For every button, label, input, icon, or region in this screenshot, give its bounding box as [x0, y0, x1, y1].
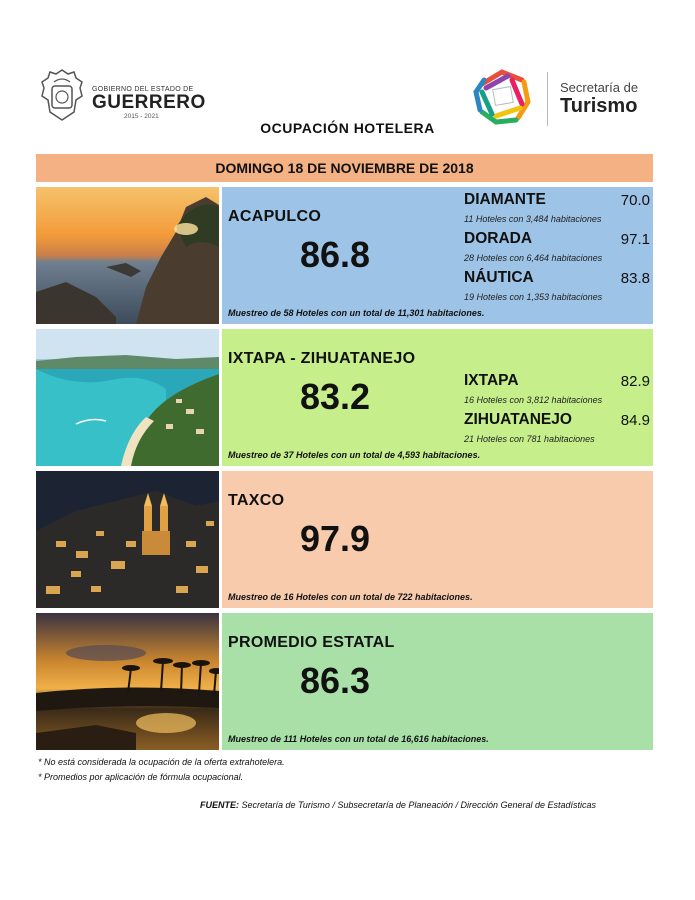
zone-name-diamante: DIAMANTE [464, 191, 546, 208]
taxco-panel [222, 471, 653, 608]
acapulco-name: ACAPULCO [228, 208, 322, 225]
zone-value-diamante: 70.0 [620, 192, 650, 209]
ixtapa-value: 83.2 [300, 376, 371, 417]
footnote-2: * Promedios por aplicación de fórmula ocupacional. [38, 772, 244, 782]
taxco-muestreo: Muestreo de 16 Hoteles con un total de 722 habitaciones. [228, 592, 473, 602]
promedio-panel [222, 613, 653, 750]
zone-name-zihuatanejo: ZIHUATANEJO [464, 411, 572, 428]
zone-name-ixtapa: IXTAPA [464, 372, 519, 389]
taxco-name: TAXCO [228, 492, 285, 509]
taxco-value: 97.9 [300, 518, 371, 559]
promedio-muestreo: Muestreo de 111 Hoteles con un total de 16,616 habitaciones. [228, 734, 489, 744]
promedio-value: 86.3 [300, 660, 371, 701]
gov-years: 2015 - 2021 [124, 113, 159, 120]
acapulco-muestreo: Muestreo de 58 Hoteles con un total de 11,301 habitaciones. [228, 308, 485, 318]
zone-note-zihuatanejo: 21 Hoteles con 781 habitaciones [464, 434, 595, 444]
secretaria-wordmark [560, 80, 638, 118]
zone-name-nautica: NÁUTICA [464, 269, 534, 286]
zone-value-dorada: 97.1 [620, 231, 650, 248]
zone-note-ixtapa: 16 Hoteles con 3,812 habitaciones [464, 395, 603, 405]
guerrero-seal-logo [40, 68, 84, 122]
zone-note-nautica: 19 Hoteles con 1,353 habitaciones [464, 292, 603, 302]
zone-name-dorada: DORADA [464, 230, 533, 247]
zone-value-nautica: 83.8 [620, 270, 650, 287]
source-text: Secretaría de Turismo / Subsecretaría de Planeación / Dirección General de Estadísticas [241, 800, 597, 810]
ixtapa-photo [36, 329, 219, 466]
source-line [200, 800, 596, 810]
ixtapa-name: IXTAPA - ZIHUATANEJO [228, 350, 416, 367]
acapulco-value: 86.8 [300, 234, 371, 275]
zone-note-dorada: 28 Hoteles con 6,464 habitaciones [464, 253, 603, 263]
government-wordmark [92, 86, 206, 120]
turismo-logo [472, 66, 534, 128]
taxco-photo [36, 471, 219, 608]
zone-value-ixtapa: 82.9 [620, 373, 650, 390]
date-bar: DOMINGO 18 DE NOVIEMBRE DE 2018 [36, 154, 653, 182]
promedio-name: PROMEDIO ESTATAL [228, 634, 395, 651]
acapulco-photo [36, 187, 219, 324]
acapulco-panel [222, 187, 653, 324]
footnote-1: * No está considerada la ocupación de la oferta extrahotelera. [38, 757, 285, 767]
header-divider [547, 72, 548, 126]
source-label: FUENTE: [200, 800, 239, 810]
gov-name: GUERRERO [92, 92, 206, 113]
ixtapa-muestreo: Muestreo de 37 Hoteles con un total de 4,593 habitaciones. [228, 450, 481, 460]
gov-small-label: GOBIERNO DEL ESTADO DE [92, 86, 194, 93]
secretaria-small-label: Secretaría de [560, 80, 639, 95]
secretaria-name: Turismo [560, 95, 638, 117]
promedio-photo [36, 613, 219, 750]
page-title: OCUPACIÓN HOTELERA [260, 120, 435, 136]
zone-note-diamante: 11 Hoteles con 3,484 habitaciones [464, 214, 602, 224]
zone-value-zihuatanejo: 84.9 [620, 412, 650, 429]
ixtapa-panel [222, 329, 653, 466]
